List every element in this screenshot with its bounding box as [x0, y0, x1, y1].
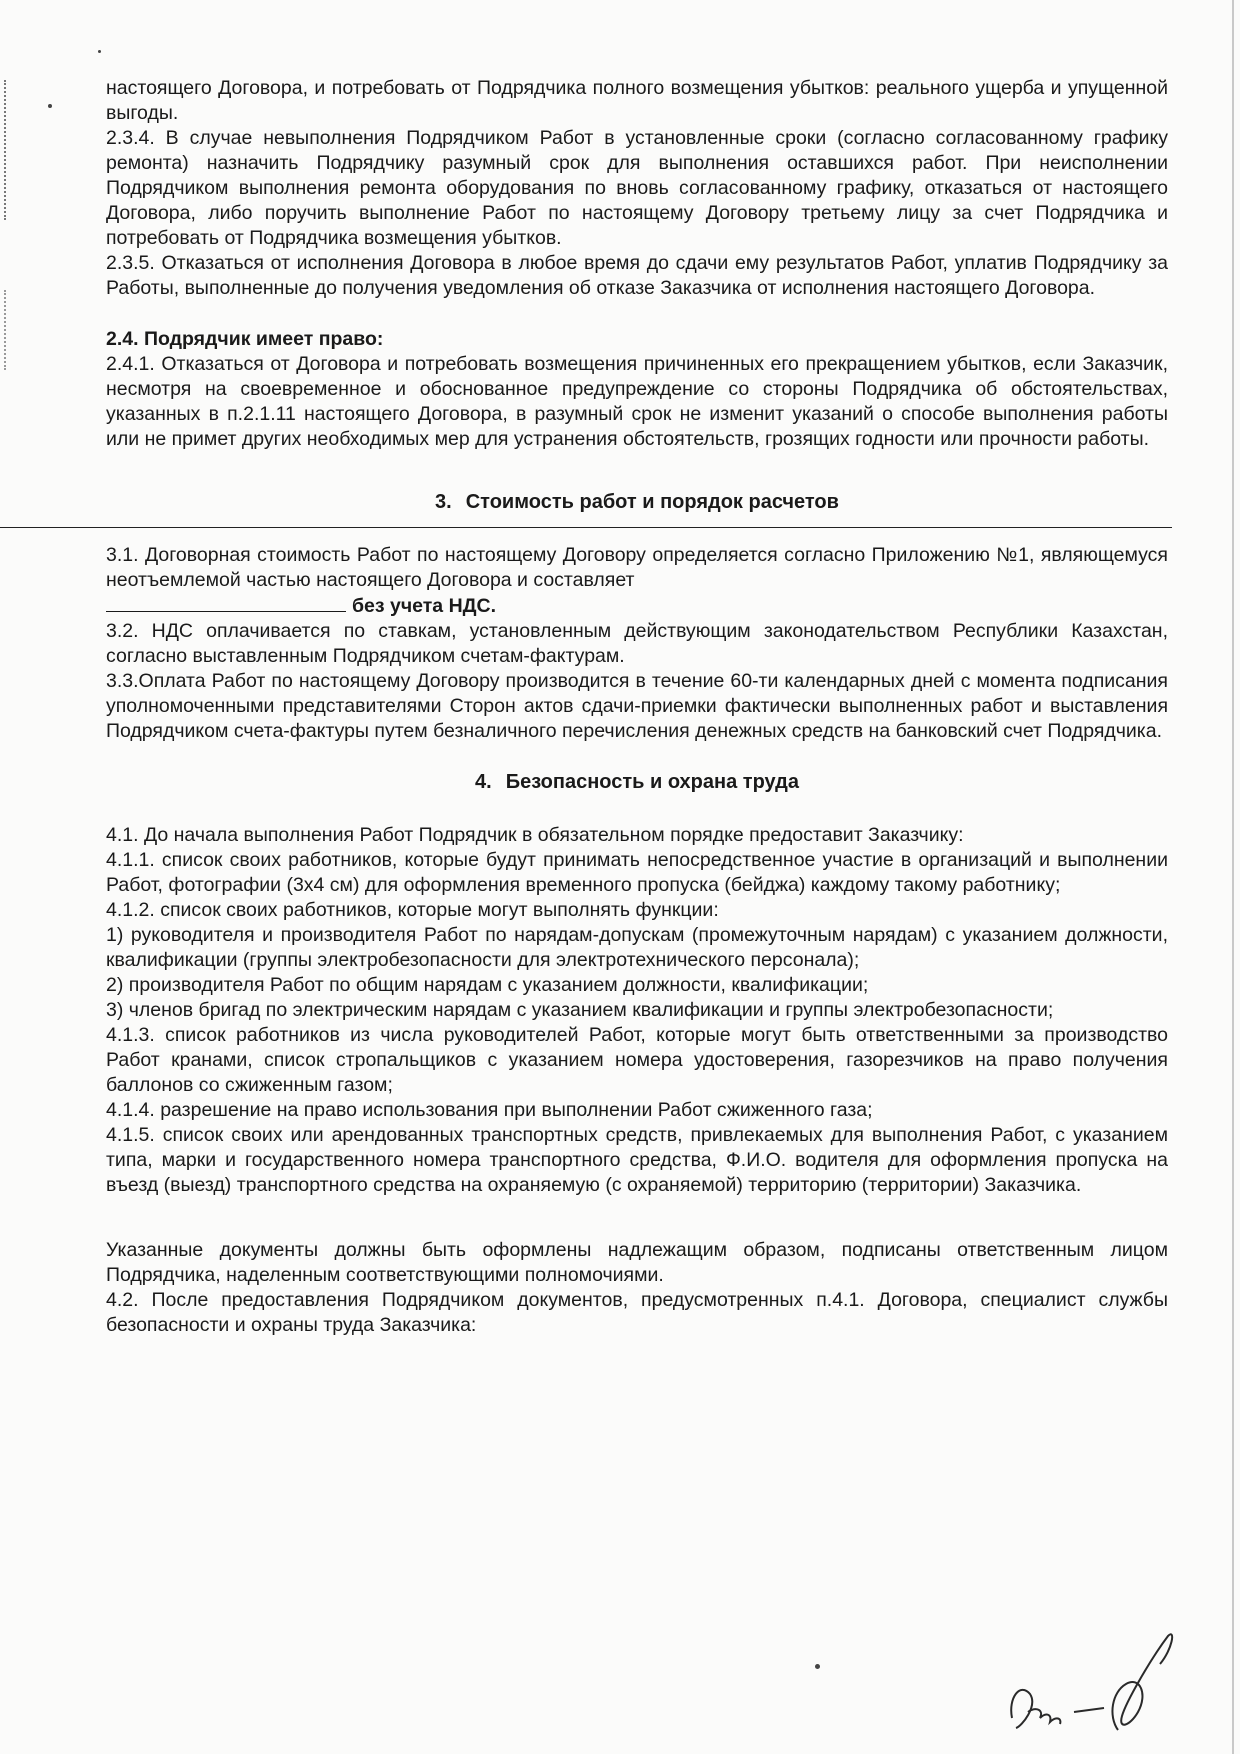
section-4-heading	[106, 770, 1168, 795]
paragraph-3-2: 3.2. НДС оплачивается по ставкам, установленным действующим законодательством Республики Казахстан, согласно выставленным Подрядчиком счетам-фактурам.	[106, 620, 1168, 667]
vat-note: без учета НДС.	[352, 595, 497, 617]
paragraph-2-3-5: 2.3.5. Отказаться от исполнения Договора в любое время до сдачи ему результатов Работ, уплатив Подрядчику за Работы, выполненные до получения уведомления об отказе Заказчика от исполнения настоящего Договора.	[106, 252, 1168, 299]
paragraph-4-1-4: 4.1.4. разрешение на право использования при выполнении Работ сжиженного газа;	[106, 1099, 873, 1121]
paragraph-documents-note: Указанные документы должны быть оформлены надлежащим образом, подписаны ответственным лицом Подрядчика, наделенным соответствующими полномочиями.	[106, 1239, 1168, 1286]
list-item-1: 1) руководителя и производителя Работ по нарядам-допускам (промежуточным нарядам) с указанием должности, квалификации (группы электробезопасности для электротехнического персонала);	[106, 924, 1168, 971]
paragraph-3-1-tail	[106, 593, 1168, 619]
scan-speck	[48, 104, 52, 108]
paragraph-4-1-2: 4.1.2. список своих работников, которые могут выполнять функции:	[106, 899, 719, 921]
scan-speck	[98, 50, 101, 53]
list-item-2: 2) производителя Работ по общим нарядам с указанием должности, квалификации;	[106, 974, 869, 996]
amount-blank-line	[106, 593, 346, 612]
paragraph-4-1-3: 4.1.3. список работников из числа руководителей Работ, которые могут быть ответственными за производство Работ кранами, список стропальщиков с указанием номера удостоверения, газорезчиков на право получения баллонов со сжиженным газом;	[106, 1024, 1168, 1096]
scan-right-border	[1232, 0, 1234, 1754]
scan-speck	[815, 1664, 820, 1669]
paragraph-4-1-1: 4.1.1. список своих работников, которые будут принимать непосредственное участие в организаций и выполнении Работ, фотографии (3х4 см) для оформления временного пропуска (бейджа) каждому такому работнику;	[106, 849, 1168, 896]
paragraph-4-1: 4.1. До начала выполнения Работ Подрядчик в обязательном порядке предоставит Заказчику:	[106, 824, 964, 846]
section-2-4-heading: 2.4. Подрядчик имеет право:	[106, 328, 384, 350]
paragraph-4-1-5: 4.1.5. список своих или арендованных транспортных средств, привлекаемых для выполнения Работ, с указанием типа, марки и государственного номера транспортного средства, Ф.И.О. водителя для оформления пропуска на въезд (выезд) транспортного средства на охраняемую (с охраняемой) территорию (территории) Заказчика.	[106, 1124, 1168, 1196]
paragraph-2-3-4: 2.3.4. В случае невыполнения Подрядчиком Работ в установленные сроки (согласно согласованному графику ремонта) назначить Подрядчику разумный срок для выполнения оставшихся работ. При неисполнении Подрядчиком выполнения ремонта оборудования по вновь согласованному графику, отказаться от настоящего Договора, либо поручить выполнение Работ по настоящему Договору третьему лицу за счет Подрядчика и потребовать от Подрядчика возмещения убытков.	[106, 127, 1168, 249]
handwritten-signature	[1000, 1620, 1190, 1740]
paragraph-3-3: 3.3.Оплата Работ по настоящему Договору производится в течение 60-ти календарных дней с момента подписания уполномоченными представителями Сторон актов сдачи-приемки фактически выполненных работ и выставления Подрядчиком счета-фактуры путем безналичного перечисления денежных средств на банковский счет Подрядчика.	[106, 670, 1168, 742]
section-3-heading	[106, 490, 1168, 515]
paragraph-3-1: 3.1. Договорная стоимость Работ по настоящему Договору определяется согласно Приложению №1, являющемуся неотъемлемой частью настоящего Договора и составляет	[106, 544, 1168, 591]
scan-edge-marks	[4, 290, 10, 370]
section-4-title: Безопасность и охрана труда	[505, 771, 799, 793]
paragraph-2-4-1: 2.4.1. Отказаться от Договора и потребовать возмещения причиненных его прекращением убытков, если Заказчик, несмотря на своевременное и обоснованное предупреждение со стороны Подрядчика об обстоятельствах, указанных в п.2.1.11 настоящего Договора, в разумный срок не изменит указаний о способе выполнения работы или не примет других необходимых мер для устранения обстоятельств, грозящих годности или прочности работы.	[106, 353, 1168, 450]
scan-edge-marks	[4, 80, 10, 220]
section-3-title: Стоимость работ и порядок расчетов	[465, 491, 839, 513]
list-item-3: 3) членов бригад по электрическим нарядам с указанием квалификации и группы электробезопасности;	[106, 999, 1054, 1021]
section-4-number: 4.	[475, 771, 492, 793]
paragraph-2-3-3-end: настоящего Договора, и потребовать от Подрядчика полного возмещения убытков: реального ущерба и упущенной выгоды.	[106, 77, 1168, 124]
section-3-number: 3.	[435, 491, 452, 513]
paragraph-4-2: 4.2. После предоставления Подрядчиком документов, предусмотренных п.4.1. Договора, специалист службы безопасности и охраны труда Заказчика:	[106, 1289, 1168, 1336]
document-body	[106, 76, 1168, 1338]
